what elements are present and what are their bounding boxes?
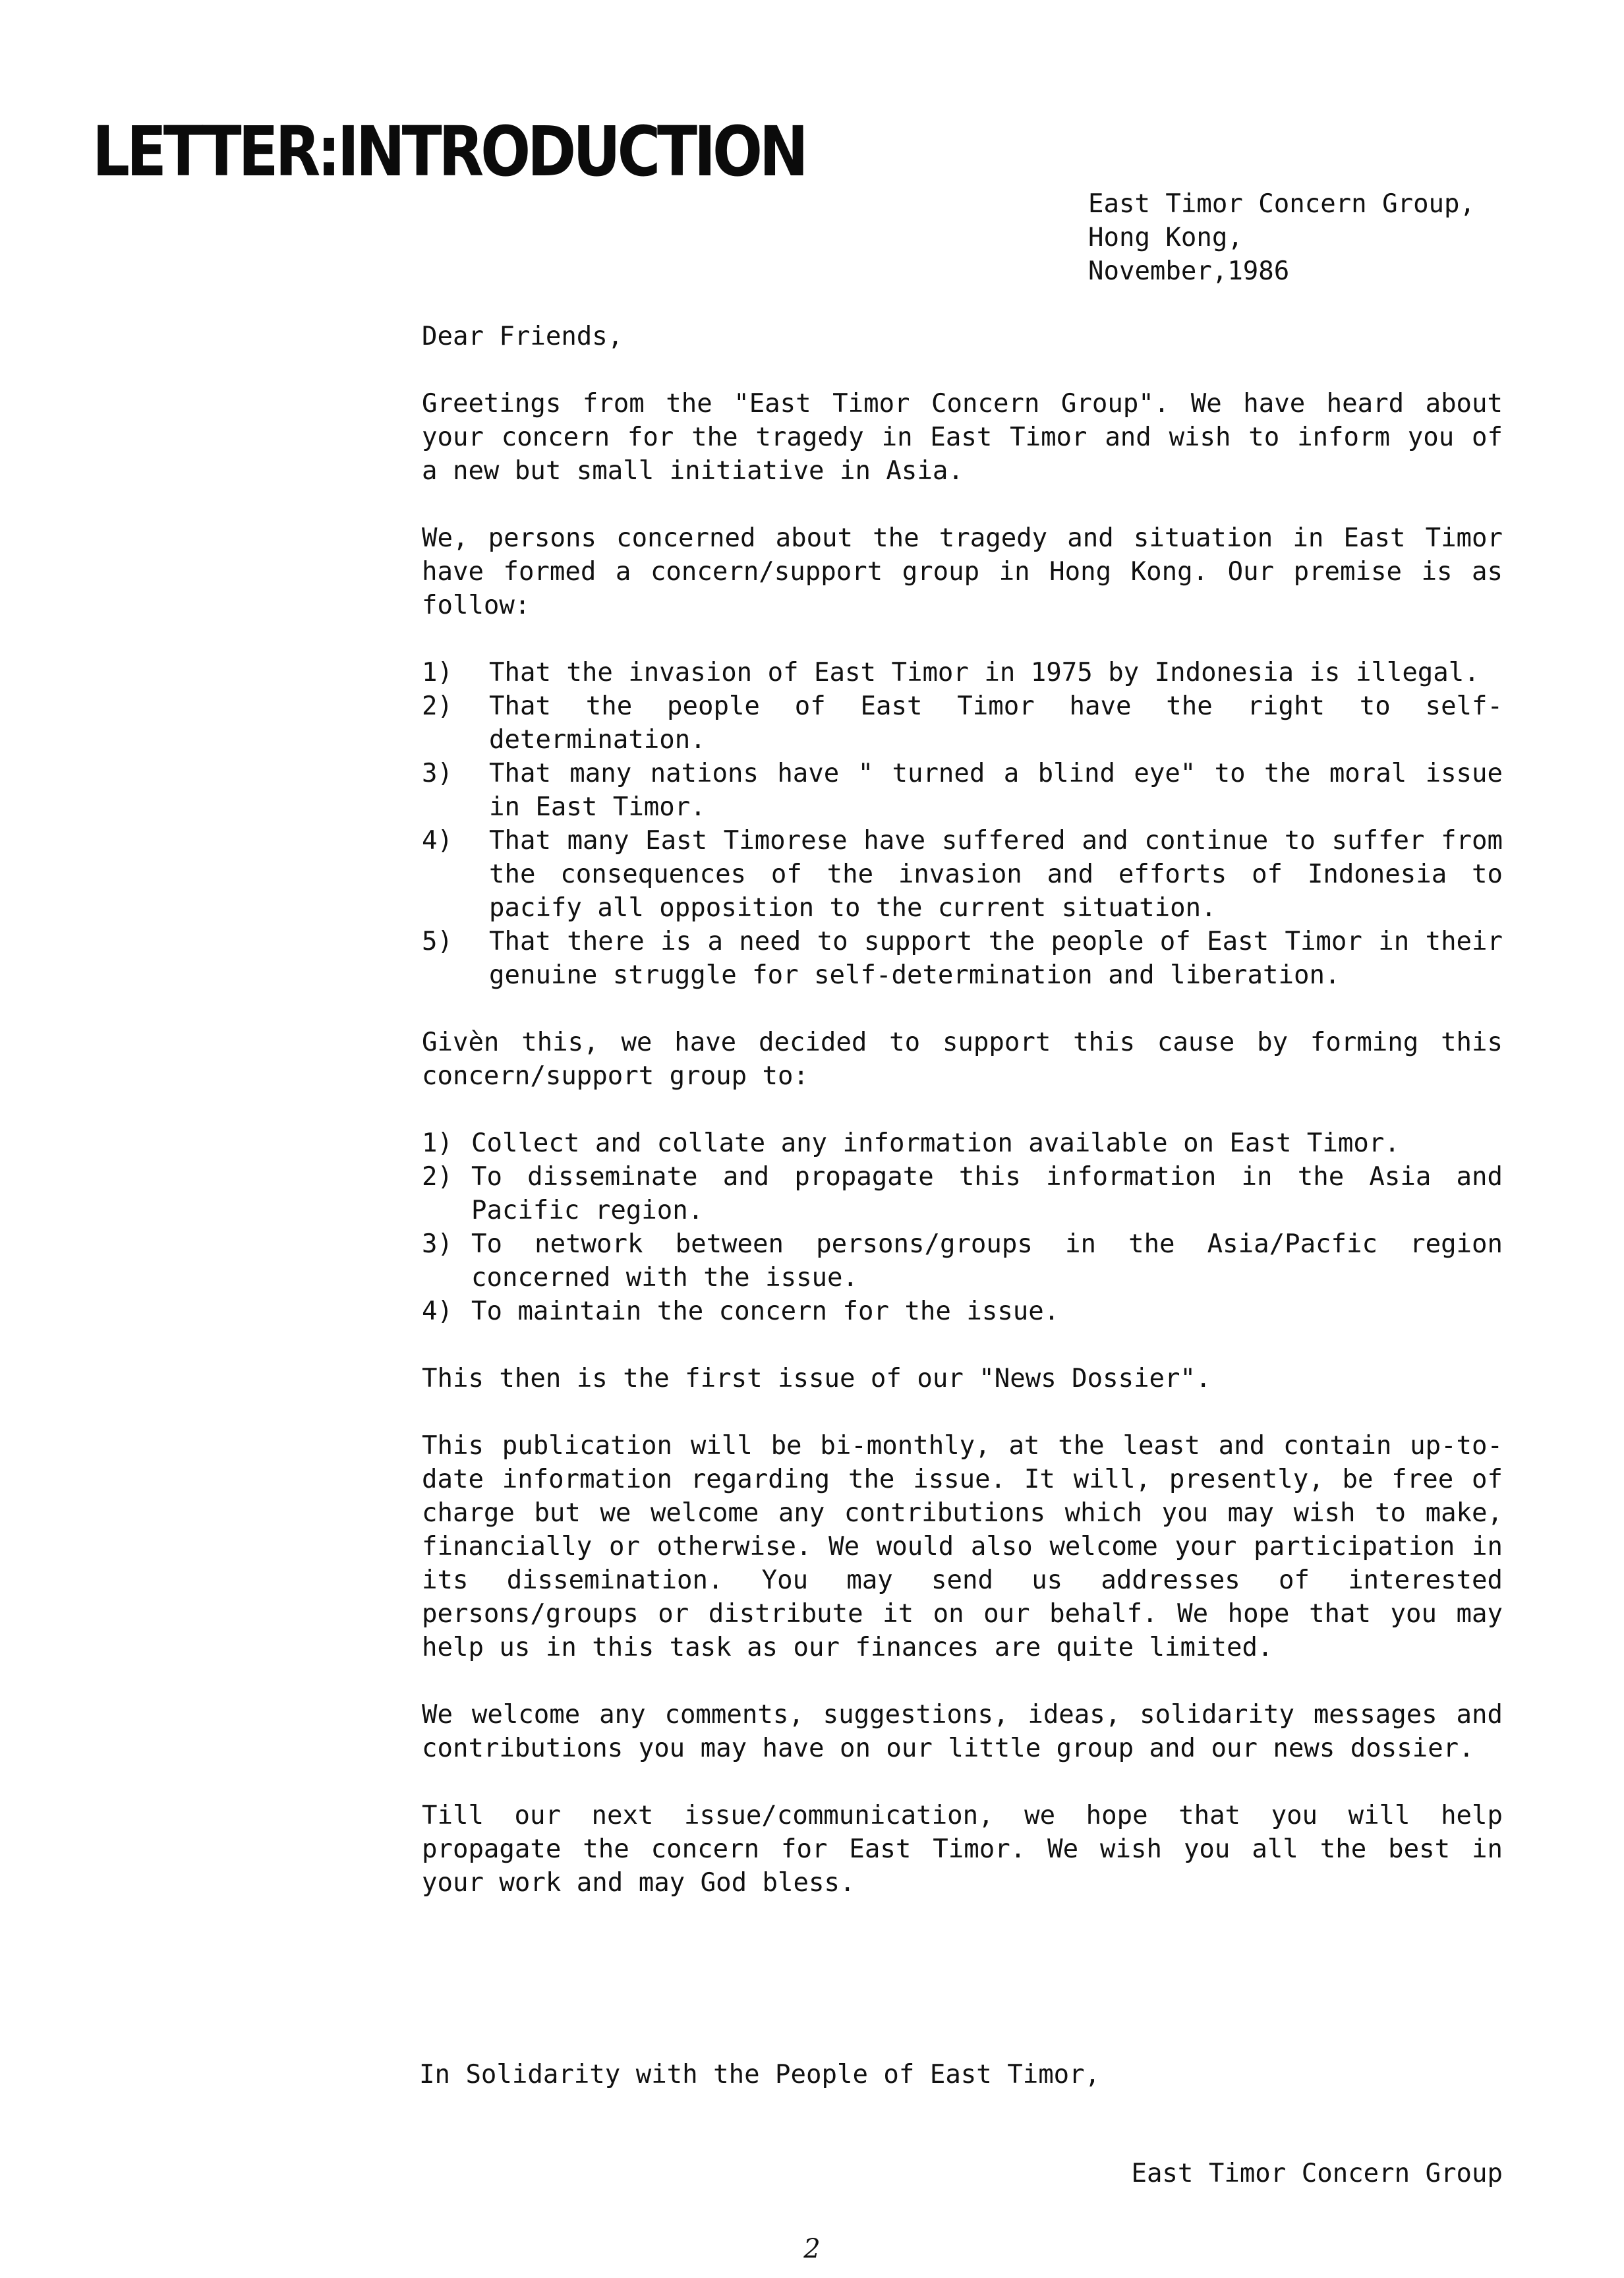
signature: East Timor Concern Group <box>1131 2159 1503 2188</box>
list-item <box>422 824 1503 925</box>
list-item-number: 5) <box>422 927 453 956</box>
sender-address <box>1088 187 1475 288</box>
list-item-text: Collect and collate any information available on East Timor. <box>471 1128 1400 1158</box>
paragraph-till: Till our next issue/communication, we hope that you will help propagate the concern for East Timor. We wish you all the best in your work and may God bless. <box>422 1801 1503 1898</box>
paragraph-given: Givèn this, we have decided to support this cause by forming this concern/support group to: <box>422 1028 1503 1091</box>
paragraph-first-issue: This then is the first issue of our "News Dossier". <box>422 1364 1211 1393</box>
list-item-text: That the people of East Timor have the right to self-determination. <box>489 691 1503 755</box>
list-item-text: That the invasion of East Timor in 1975 by Indonesia is illegal. <box>489 658 1480 687</box>
aims-list <box>422 1126 1503 1328</box>
premise-list <box>422 656 1503 992</box>
list-item-text: That there is a need to support the people of East Timor in their genuine struggle for self-determination and liberation. <box>489 927 1503 990</box>
list-item <box>422 656 1503 689</box>
page-heading: LETTER:INTRODUCTION <box>92 111 805 192</box>
letter-body <box>422 320 1503 1933</box>
page-number: 2 <box>803 2234 821 2264</box>
list-item-number: 2) <box>422 691 453 721</box>
list-item-number: 3) <box>422 759 453 788</box>
list-item-text: That many East Timorese have suffered and continue to suffer from the consequences of the invasion and efforts of Indonesia to pacify all opposition to the current situation. <box>489 826 1503 923</box>
list-item-text: To network between persons/groups in the Asia/Pacfic region concerned with the issue. <box>471 1229 1503 1293</box>
list-item <box>422 689 1503 757</box>
list-item-number: 2) <box>422 1162 453 1192</box>
list-item <box>422 1227 1503 1295</box>
list-item <box>422 1126 1503 1160</box>
sender-line-3: November,1986 <box>1088 256 1290 286</box>
list-item-number: 1) <box>422 1128 453 1158</box>
list-item-number: 1) <box>422 658 453 687</box>
list-item-number: 3) <box>422 1229 453 1259</box>
list-item-number: 4) <box>422 1297 453 1326</box>
greeting: Dear Friends, <box>422 322 624 351</box>
list-item <box>422 1160 1503 1227</box>
sender-line-1: East Timor Concern Group, <box>1088 189 1475 219</box>
paragraph-publication: This publication will be bi-monthly, at the least and contain up-to-date information regarding the issue. It will, presently, be free of charge but we welcome any contributions which you may wish to make, financially or otherwise. We would also welcome your participation in its dissemination. You may send us addresses of interested persons/groups or distribute it on our behalf. We hope that you may help us in this task as our finances are quite limited. <box>422 1431 1503 1662</box>
list-item-text: To disseminate and propagate this information in the Asia and Pacific region. <box>471 1162 1503 1225</box>
closing-line: In Solidarity with the People of East Timor, <box>419 2060 1101 2089</box>
list-item <box>422 757 1503 824</box>
list-item-number: 4) <box>422 826 453 856</box>
list-item <box>422 925 1503 992</box>
list-item-text: That many nations have " turned a blind eye" to the moral issue in East Timor. <box>489 759 1503 822</box>
list-item <box>422 1295 1503 1328</box>
list-item-text: To maintain the concern for the issue. <box>471 1297 1060 1326</box>
sender-line-2: Hong Kong, <box>1088 223 1243 252</box>
paragraph-premise-intro: We, persons concerned about the tragedy and situation in East Timor have formed a concern/support group in Hong Kong. Our premise is as follow: <box>422 523 1503 620</box>
paragraph-intro: Greetings from the "East Timor Concern Group". We have heard about your concern for the tragedy in East Timor and wish to inform you of a new but small initiative in Asia. <box>422 389 1503 486</box>
paragraph-welcome: We welcome any comments, suggestions, ideas, solidarity messages and contributions you may have on our little group and our news dossier. <box>422 1700 1503 1763</box>
